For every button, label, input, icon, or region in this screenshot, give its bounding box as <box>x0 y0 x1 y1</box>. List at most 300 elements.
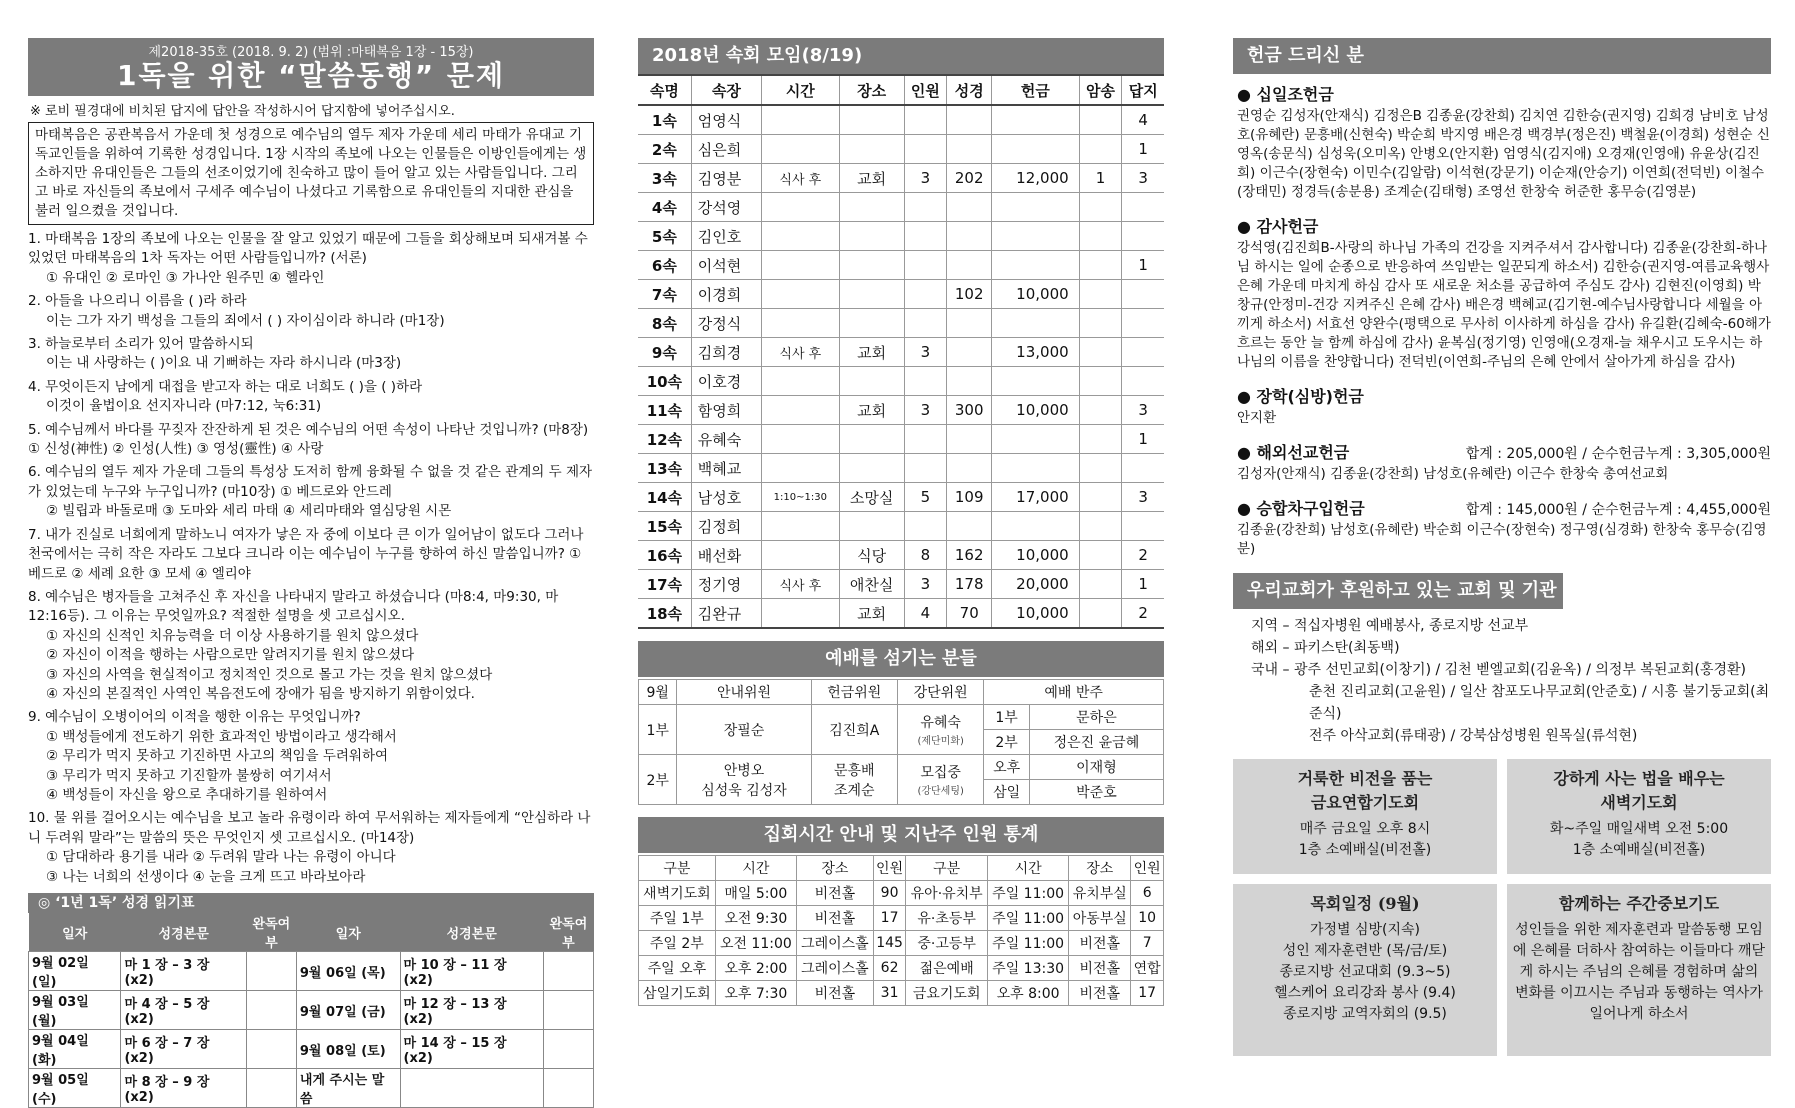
info-box <box>1233 759 1497 874</box>
acc-service: 1부 <box>984 705 1029 730</box>
table-row <box>638 135 1164 164</box>
stat-cell: 비전홀 <box>797 981 874 1006</box>
group-cell: 교회 <box>839 599 904 629</box>
group-cell: 12속 <box>638 425 691 454</box>
group-cell <box>904 135 947 164</box>
question-text: 4. 무엇이든지 남에게 대접을 받고자 하는 대로 너희도 ( )을 ( )하라 <box>28 378 423 395</box>
acc-player: 박준호 <box>1029 780 1163 805</box>
group-cell <box>761 425 839 454</box>
quiz-title: 1독을 위한 “말씀동행” 문제 <box>116 59 505 92</box>
group-cell: 이경희 <box>691 280 761 309</box>
group-cell: 김영분 <box>691 164 761 193</box>
group-cell: 15속 <box>638 512 691 541</box>
serve-altar-name: 유혜숙 <box>920 715 961 731</box>
reading-row <box>29 991 594 1030</box>
group-cell <box>1079 396 1122 425</box>
thanks-names: 강석영(김진희B-사랑의 하나님 가족의 건강을 지켜주셔서 감사합니다) 김종윤(강찬희-하나님 하시는 일에 순종으로 반응하여 쓰임받는 일꾼되게 하소서) 김한승(권지영-여름교육행사 은혜 가운데 마치게 하심 감사 또 새로운 처소를 공급하여 주심도 감사) 김현진(이영희) 박창규(안정미-건강 지켜주신 은혜 감사) 배은경 백혜교(김기현-예수님사랑합니다 세월을 아끼게 하소서) 서효선 양완수(평택으로 무사히 이사하게 하심을 감사) 유길환(김혜숙-60해가 흐르는 동안 늘 함께 하심에 감사) 윤복심(정기영) 인영애(오경재-늘 채우시고 도우시는 하나님의 이름을 찬양합니다) 전덕빈(이연희-주님의 은혜 안에서 살아가게 하심을 감사) <box>1237 240 1771 370</box>
serve-header: 강단위원 <box>897 680 983 705</box>
group-cell <box>1122 193 1164 222</box>
acc-service: 2부 <box>984 730 1029 755</box>
reading-cell: 9월 04일 (화) <box>29 1030 121 1069</box>
acc-player: 문하은 <box>1029 705 1163 730</box>
group-cell <box>761 135 839 164</box>
group-cell: 1:10~1:30 <box>761 483 839 512</box>
group-cell: 3속 <box>638 164 691 193</box>
group-cell: 2 <box>1122 599 1164 629</box>
info-box-desc: 매주 금요일 오후 8시 1층 소예배실(비전홀) <box>1298 821 1432 858</box>
table-row <box>638 425 1164 454</box>
group-cell: 3 <box>904 570 947 599</box>
info-box-title: 강하게 사는 법을 배우는 새벽기도회 <box>1553 769 1725 812</box>
group-cell: 300 <box>947 396 992 425</box>
mission-sum: 합계 : 205,000원 / 순수헌금누계 : 3,305,000원 <box>1465 446 1771 462</box>
table-row <box>638 251 1164 280</box>
stat-cell: 비전홀 <box>1069 931 1131 956</box>
stat-cell: 주일 오후 <box>639 956 716 981</box>
question-item <box>28 378 594 417</box>
group-cell <box>839 105 904 135</box>
stat-cell: 145 <box>873 931 906 956</box>
tithe-section <box>1233 82 1771 202</box>
table-row <box>638 193 1164 222</box>
serve-month: 2부 <box>639 755 677 805</box>
group-cell <box>904 512 947 541</box>
reading-header: 일자 <box>29 913 121 952</box>
group-cell: 2 <box>1122 541 1164 570</box>
group-cell: 10속 <box>638 367 691 396</box>
question-text: 1. 마태복음 1장의 족보에 나오는 인물을 잘 알고 있었기 때문에 그들을 회상해보며 되새겨볼 수 있었던 마태복음의 1차 독자는 어떤 사람들입니까? (서론) <box>28 231 588 267</box>
table-row <box>639 981 1164 1006</box>
group-cell: 109 <box>947 483 992 512</box>
stat-cell: 그레이스홀 <box>797 956 874 981</box>
reading-cell: 마 6 장 – 7 장 (x2) <box>121 1030 246 1069</box>
group-cell <box>947 222 992 251</box>
reading-cell <box>246 952 296 991</box>
table-row <box>639 906 1164 931</box>
quiz-column <box>28 38 594 1108</box>
serve-guide: 장필순 <box>677 705 811 755</box>
group-cell <box>1079 512 1122 541</box>
group-cell: 10,000 <box>992 599 1080 629</box>
group-cell <box>761 309 839 338</box>
group-header: 답지 <box>1122 75 1164 105</box>
group-cell: 3 <box>1122 483 1164 512</box>
group-cell: 교회 <box>839 338 904 367</box>
group-cell: 엄영식 <box>691 105 761 135</box>
question-options: ① 담대하라 용기를 내라 ② 두려워 말라 나는 유령이 아니다 ③ 나는 너희의 선생이다 ④ 눈을 크게 뜨고 바라보아라 <box>46 849 396 885</box>
group-cell: 교회 <box>839 164 904 193</box>
group-cell: 4 <box>1122 105 1164 135</box>
group-cell: 4속 <box>638 193 691 222</box>
reading-cell: 마 12 장 – 13 장 (x2) <box>400 991 543 1030</box>
group-cell: 14속 <box>638 483 691 512</box>
stat-cell: 90 <box>873 881 906 906</box>
group-cell: 5속 <box>638 222 691 251</box>
info-box-desc: 가정별 심방(지속) 성인 제자훈련반 (목/금/토) 종로지방 선교대회 (9.3~5) 헬스케어 요리강좌 봉사 (9.4) 종로지방 교역자회의 (9.5) <box>1274 922 1456 1022</box>
stat-cell: 유아·유치부 <box>906 881 988 906</box>
stat-cell: 비전홀 <box>1069 981 1131 1006</box>
group-cell <box>1122 367 1164 396</box>
group-cell: 10,000 <box>992 541 1080 570</box>
support-line: 춘천 진리교회(고윤원) / 일산 참포도나무교회(안준호) / 시흥 불기둥교회(최준식) <box>1309 684 1770 722</box>
stat-table <box>638 855 1164 1006</box>
stat-cell: 주일 11:00 <box>987 931 1068 956</box>
group-cell <box>947 135 992 164</box>
info-boxes <box>1233 759 1771 1056</box>
reading-header: 성경본문 <box>400 913 543 952</box>
info-box-desc: 성인들을 위한 제자훈련과 말씀동행 모임에 은혜를 더하사 참여하는 이들마다 깨닫게 하시는 주님의 은혜를 경험하며 삶의 변화를 이끄시는 주님과 동행하는 역사가 일어나게 하소서 <box>1512 922 1766 1022</box>
reading-cell <box>543 1030 593 1069</box>
group-cell: 1 <box>1122 425 1164 454</box>
group-cell <box>1122 222 1164 251</box>
serve-guide: 안병오 심성욱 김성자 <box>677 755 811 805</box>
group-cell: 8속 <box>638 309 691 338</box>
stat-cell: 아동부실 <box>1069 906 1131 931</box>
reading-cell: 9월 08일 (토) <box>296 1030 400 1069</box>
acc-player: 이재형 <box>1029 755 1163 780</box>
stat-cell: 오후 8:00 <box>987 981 1068 1006</box>
group-cell <box>1122 454 1164 483</box>
group-cell <box>992 367 1080 396</box>
group-cell: 이호경 <box>691 367 761 396</box>
group-cell: 7속 <box>638 280 691 309</box>
group-cell: 13속 <box>638 454 691 483</box>
group-cell: 102 <box>947 280 992 309</box>
stat-cell: 그레이스홀 <box>797 931 874 956</box>
group-cell: 3 <box>904 164 947 193</box>
group-cell <box>1122 309 1164 338</box>
reading-cell <box>246 991 296 1030</box>
reading-cell: 마 14 장 – 15 장 (x2) <box>400 1030 543 1069</box>
reading-cell <box>543 952 593 991</box>
intro-box: 마태복음은 공관복음서 가운데 첫 성경으로 예수님의 열두 제자 가운데 세리 마태가 유대교 기독교인들을 위하여 기록한 성경입니다. 1장 시작의 족보에 나오는 인물들은 이방인들에게는 생소하지만 유대인들은 그들의 선조이었기에 친숙하고 많이 들어 알고 있는 사람들입니다. 그리고 바로 자신들의 족보에서 구세주 예수님이 나셨다고 기록함으로 유대인들의 지대한 관심을 불러 일으켰을 것입니다. <box>28 122 594 225</box>
table-row <box>638 454 1164 483</box>
question-options: ① 유대인 ② 로마인 ③ 가나안 원주민 ④ 헬라인 <box>46 269 325 286</box>
group-cell <box>947 454 992 483</box>
serve-altar-sub: (강단세팅) <box>917 786 964 797</box>
acc-player: 정은진 윤금혜 <box>1029 730 1163 755</box>
serve-title: 예배를 섬기는 분들 <box>638 641 1164 677</box>
group-cell: 13,000 <box>992 338 1080 367</box>
reading-cell: 마 1 장 – 3 장 (x2) <box>121 952 246 991</box>
group-cell <box>839 222 904 251</box>
reading-header: 일자 <box>296 913 400 952</box>
support-line: 국내 – 광주 선민교회(이창기) / 김천 벧엘교회(김윤옥) / 의정부 복된교회(홍경환) <box>1251 662 1746 678</box>
group-cell <box>992 309 1080 338</box>
info-box-title: 거룩한 비전을 품는 금요연합기도회 <box>1297 769 1433 812</box>
group-cell <box>1079 367 1122 396</box>
group-cell <box>904 222 947 251</box>
stat-cell: 17 <box>873 906 906 931</box>
group-cell <box>1079 193 1122 222</box>
group-cell <box>904 367 947 396</box>
question-options: 이는 내 사랑하는 ( )이요 내 기뻐하는 자라 하시니라 (마3장) <box>46 355 402 372</box>
group-cell: 6속 <box>638 251 691 280</box>
group-cell <box>992 454 1080 483</box>
group-header: 성경 <box>947 75 992 105</box>
stat-cell: 주일 11:00 <box>987 881 1068 906</box>
group-cell <box>1079 599 1122 629</box>
group-cell: 정기영 <box>691 570 761 599</box>
group-header: 장소 <box>839 75 904 105</box>
reading-row <box>29 1030 594 1069</box>
group-cell <box>992 222 1080 251</box>
group-cell <box>761 454 839 483</box>
table-row <box>639 881 1164 906</box>
tithe-heading: ● 십일조헌금 <box>1237 85 1334 104</box>
serve-offer: 김진희A <box>811 705 897 755</box>
group-cell <box>992 135 1080 164</box>
group-cell: 17속 <box>638 570 691 599</box>
question-item <box>28 526 594 584</box>
question-text: 9. 예수님이 오병이어의 이적을 행한 이유는 무엇입니까? <box>28 709 361 726</box>
stat-cell: 오전 9:30 <box>715 906 796 931</box>
table-row <box>638 280 1164 309</box>
group-cell: 김인호 <box>691 222 761 251</box>
reading-cell: 9월 02일 (일) <box>29 952 121 991</box>
group-cell <box>761 251 839 280</box>
question-item <box>28 335 594 374</box>
question-text: 3. 하늘로부터 소리가 있어 말씀하시되 <box>28 336 254 353</box>
stat-cell: 주일 13:30 <box>987 956 1068 981</box>
question-options: ② 빌립과 바돌로매 ③ 도마와 세리 마태 ④ 세리마태와 열심당원 시몬 <box>46 503 452 520</box>
group-cell <box>904 105 947 135</box>
stat-cell: 금요기도회 <box>906 981 988 1006</box>
group-cell: 20,000 <box>992 570 1080 599</box>
group-cell <box>904 454 947 483</box>
group-cell: 12,000 <box>992 164 1080 193</box>
visit-section <box>1233 384 1771 428</box>
thanks-heading: ● 감사헌금 <box>1237 217 1319 236</box>
group-cell: 1 <box>1122 135 1164 164</box>
mission-heading: ● 해외선교헌금 <box>1237 443 1350 462</box>
group-cell: 김정희 <box>691 512 761 541</box>
group-header: 암송 <box>1079 75 1122 105</box>
support-line: 지역 – 적십자병원 예배봉사, 종로지방 선교부 <box>1251 618 1529 634</box>
reading-header: 완독여부 <box>246 913 296 952</box>
reading-cell: 9월 03일 (월) <box>29 991 121 1030</box>
group-cell: 8 <box>904 541 947 570</box>
offering-title: 헌금 드리신 분 <box>1233 38 1771 74</box>
question-item <box>28 809 594 887</box>
stat-cell: 오후 7:30 <box>715 981 796 1006</box>
question-item <box>28 708 594 805</box>
reading-plan-table <box>28 913 594 1108</box>
group-cell <box>947 512 992 541</box>
group-cell <box>1079 570 1122 599</box>
car-sum: 합계 : 145,000원 / 순수헌금누계 : 4,455,000원 <box>1465 502 1771 518</box>
info-box <box>1233 884 1497 1056</box>
group-cell <box>947 193 992 222</box>
stat-cell: 비전홀 <box>797 881 874 906</box>
serve-altar <box>897 755 983 805</box>
car-heading: ● 승합차구입헌금 <box>1237 499 1365 518</box>
group-cell <box>1079 105 1122 135</box>
group-cell: 1 <box>1079 164 1122 193</box>
reading-row <box>29 1069 594 1108</box>
group-cell: 3 <box>904 338 947 367</box>
question-item <box>28 230 594 288</box>
table-row <box>639 931 1164 956</box>
group-cell <box>904 280 947 309</box>
reading-cell: 9월 05일 (수) <box>29 1069 121 1108</box>
visit-heading: ● 장학(심방)헌금 <box>1237 387 1364 406</box>
group-cell: 10,000 <box>992 396 1080 425</box>
serve-header: 예배 반주 <box>984 680 1164 705</box>
stat-cell: 유·초등부 <box>906 906 988 931</box>
group-cell: 강석영 <box>691 193 761 222</box>
group-cell: 1속 <box>638 105 691 135</box>
acc-service: 오후 <box>984 755 1029 780</box>
stat-cell: 비전홀 <box>797 906 874 931</box>
reading-header: 성경본문 <box>121 913 246 952</box>
mission-section <box>1233 440 1771 484</box>
info-box-title: 함께하는 주간중보기도 <box>1558 894 1720 913</box>
group-cell <box>839 454 904 483</box>
stat-header: 장소 <box>1069 856 1131 881</box>
reading-cell <box>543 991 593 1030</box>
group-cell <box>761 105 839 135</box>
group-cell: 18속 <box>638 599 691 629</box>
group-cell <box>1079 541 1122 570</box>
group-cell <box>839 367 904 396</box>
stat-cell: 주일 11:00 <box>987 906 1068 931</box>
group-cell <box>947 367 992 396</box>
reading-cell <box>246 1030 296 1069</box>
table-row <box>638 570 1164 599</box>
stat-cell: 10 <box>1131 906 1164 931</box>
group-cell: 1 <box>1122 251 1164 280</box>
quiz-title-box <box>28 38 594 96</box>
support-line: 전주 아삭교회(류태광) / 강북삼성병원 원목실(류석현) <box>1309 728 1638 744</box>
question-item <box>28 463 594 521</box>
info-box <box>1507 884 1771 1056</box>
stat-header: 구분 <box>906 856 988 881</box>
stat-header: 시간 <box>987 856 1068 881</box>
group-cell <box>947 309 992 338</box>
group-cell: 3 <box>904 396 947 425</box>
group-cell <box>1079 425 1122 454</box>
reading-cell: 내게 주시는 말씀 <box>296 1069 400 1108</box>
question-list <box>28 230 594 887</box>
group-cell <box>947 338 992 367</box>
group-cell <box>761 193 839 222</box>
reading-header: 완독여부 <box>543 913 593 952</box>
stat-cell: 새벽기도회 <box>639 881 716 906</box>
group-cell <box>1079 280 1122 309</box>
table-row <box>638 105 1164 135</box>
stat-header: 시간 <box>715 856 796 881</box>
group-cell <box>839 135 904 164</box>
group-cell <box>761 541 839 570</box>
group-cell: 소망실 <box>839 483 904 512</box>
group-cell <box>947 251 992 280</box>
table-row <box>638 599 1164 629</box>
group-cell: 9속 <box>638 338 691 367</box>
question-item <box>28 588 594 704</box>
stat-cell: 주일 2부 <box>639 931 716 956</box>
stat-cell: 주일 1부 <box>639 906 716 931</box>
group-cell <box>839 280 904 309</box>
serve-altar-sub: (제단미화) <box>917 736 964 747</box>
reading-cell <box>400 1069 543 1108</box>
group-cell <box>761 367 839 396</box>
group-cell: 202 <box>947 164 992 193</box>
stat-header: 장소 <box>797 856 874 881</box>
stat-header: 구분 <box>639 856 716 881</box>
group-cell: 178 <box>947 570 992 599</box>
serve-header: 안내위원 <box>677 680 811 705</box>
support-line: 해외 – 파키스탄(최동백) <box>1251 640 1400 656</box>
group-cell: 10,000 <box>992 280 1080 309</box>
group-cell: 16속 <box>638 541 691 570</box>
visit-names: 안지환 <box>1237 410 1277 426</box>
reading-cell <box>543 1069 593 1108</box>
group-cell: 식사 후 <box>761 338 839 367</box>
group-cell: 162 <box>947 541 992 570</box>
table-row <box>638 309 1164 338</box>
tithe-names: 권영순 김성자(안재식) 김정은B 김종윤(강찬희) 김치연 김한승(권지영) 김희경 남비호 남성호(유혜란) 문흥배(신현숙) 박순희 박지영 배은경 백경부(정은진) 백철윤(이경희) 성현순 신영옥(송문식) 심성욱(오미옥) 안병오(안지환) 엄영식(김지애) 오경재(인영애) 유윤상(김진희) 이근수(장현숙) 이민수(김알람) 이석현(강문기) 이순재(안승기) 이연희(전덕빈) 이철수(장태민) 정경득(송분용) 조계순(김태형) 조영선 한창숙 허준한 홍무승(김영분) <box>1237 108 1770 200</box>
group-cell <box>1079 251 1122 280</box>
serve-altar <box>897 705 983 755</box>
serve-altar-name: 모집중 <box>920 765 961 781</box>
group-cell: 남성호 <box>691 483 761 512</box>
group-cell <box>904 193 947 222</box>
group-cell <box>992 193 1080 222</box>
group-cell: 3 <box>1122 164 1164 193</box>
reading-cell: 마 10 장 – 11 장 (x2) <box>400 952 543 991</box>
group-cell: 심은희 <box>691 135 761 164</box>
stat-cell: 삼일기도회 <box>639 981 716 1006</box>
group-cell <box>839 512 904 541</box>
group-cell: 4 <box>904 599 947 629</box>
group-cell: 애찬실 <box>839 570 904 599</box>
serve-header: 헌금위원 <box>811 680 897 705</box>
group-cell <box>1079 309 1122 338</box>
group-cell: 배선화 <box>691 541 761 570</box>
stat-cell: 6 <box>1131 881 1164 906</box>
stat-title: 집회시간 안내 및 지난주 인원 통계 <box>638 817 1164 853</box>
group-cell <box>761 222 839 251</box>
question-options: 이는 그가 자기 백성을 그들의 죄에서 ( ) 자이심이라 하니라 (마1장) <box>46 312 445 329</box>
serve-header: 9월 <box>639 680 677 705</box>
question-text: 6. 예수님의 열두 제자 가운데 그들의 특성상 도저히 함께 융화될 수 없을 것 같은 관계의 두 제자가 있었는데 누구와 누구입니까? (마10장) ① 베드로와 안드레 <box>28 464 593 500</box>
info-box-title: 목회일정 (9월) <box>1310 894 1420 913</box>
group-header: 시간 <box>761 75 839 105</box>
info-box-desc: 화~주일 매일새벽 오전 5:00 1층 소예배실(비전홀) <box>1549 821 1729 858</box>
question-text: 7. 내가 진실로 너희에게 말하노니 여자가 낳은 자 중에 이보다 큰 이가 일어남이 없도다 그러나 천국에서는 극히 작은 자라도 그보다 크니라 이는 예수님이 누구를 향하여 하신 말씀입니까? ① 베드로 ② 세례 요한 ③ 모세 ④ 엘리야 <box>28 526 584 582</box>
support-title: 우리교회가 후원하고 있는 교회 및 기관 <box>1233 573 1563 609</box>
group-cell <box>1122 338 1164 367</box>
group-cell <box>761 599 839 629</box>
group-cell: 식당 <box>839 541 904 570</box>
group-cell <box>1079 338 1122 367</box>
group-cell <box>992 512 1080 541</box>
group-cell <box>839 193 904 222</box>
table-row <box>638 483 1164 512</box>
group-cell: 식사 후 <box>761 570 839 599</box>
group-cell <box>992 105 1080 135</box>
group-cell: 식사 후 <box>761 164 839 193</box>
question-text: 8. 예수님은 병자들을 고쳐주신 후 자신을 나타내지 말라고 하셨습니다 (마8:4, 마9:30, 마12:16등). 그 이유는 무엇일까요? 적절한 설명을 셋 고르십시오. <box>28 588 559 625</box>
stat-cell: 젊은예배 <box>906 956 988 981</box>
table-row <box>638 396 1164 425</box>
acc-service: 삼일 <box>984 780 1029 805</box>
question-options: ① 자신의 신적인 치유능력을 더 이상 사용하기를 원치 않으셨다 ② 자신이 이적을 행하는 사람으로만 알려지기를 원치 않으셨다 ③ 자신의 사역을 현실적이고 정치적인 것으로 몰고 가는 것을 원치 않으셨다 ④ 자신의 본질적인 사역인 복음전도에 장애가 됨을 방지하기 위함이었다. <box>46 627 493 702</box>
group-header: 속장 <box>691 75 761 105</box>
group-cell: 김희경 <box>691 338 761 367</box>
group-cell <box>947 425 992 454</box>
